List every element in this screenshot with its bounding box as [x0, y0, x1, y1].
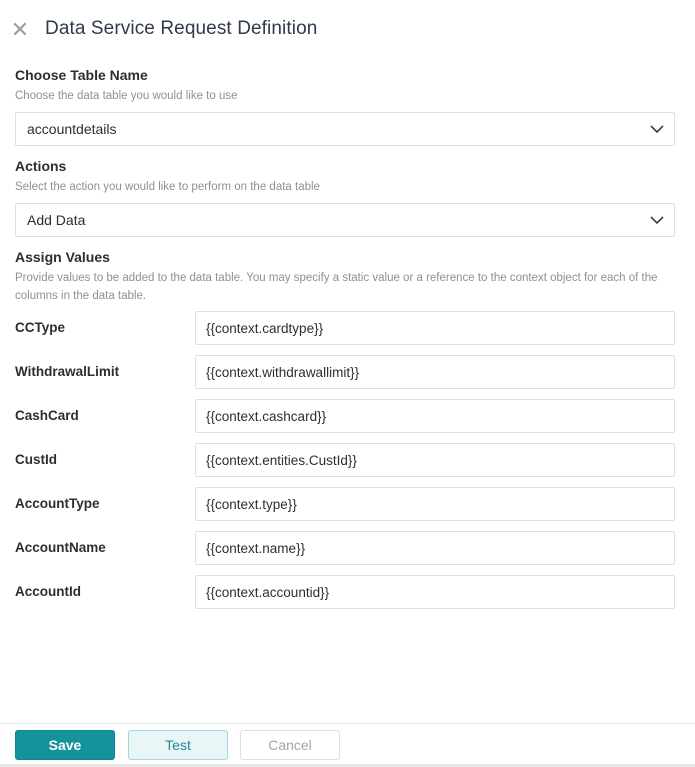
test-button[interactable]: Test [128, 730, 228, 760]
page-title: Data Service Request Definition [45, 18, 318, 39]
field-input-cctype[interactable] [195, 311, 675, 345]
field-label-custid: CustId [15, 452, 57, 467]
close-icon[interactable]: ✕ [10, 17, 30, 42]
field-label-cctype: CCType [15, 320, 66, 335]
field-label-accountname: AccountName [15, 540, 106, 555]
field-input-cashcard[interactable] [195, 399, 675, 433]
field-label-withdrawallimit: WithdrawalLimit [15, 364, 120, 379]
action-selected-value: Add Data [27, 212, 86, 228]
field-input-accounttype[interactable] [195, 487, 675, 521]
field-label-accountid: AccountId [15, 584, 81, 599]
chevron-down-icon [650, 124, 664, 134]
dialog-footer [0, 723, 695, 767]
field-label-accounttype: AccountType [15, 496, 100, 511]
field-input-withdrawallimit[interactable] [195, 355, 675, 389]
field-input-accountname[interactable] [195, 531, 675, 565]
field-label-cashcard: CashCard [15, 408, 79, 423]
assign-section-description: Provide values to be added to the data table. You may specify a static value or a reference to the context object for each of the columns in the data table. [15, 272, 658, 302]
cancel-button[interactable]: Cancel [240, 730, 340, 760]
table-name-selected-value: accountdetails [27, 121, 117, 137]
field-input-accountid[interactable] [195, 575, 675, 609]
actions-section-title: Actions [15, 158, 67, 174]
field-input-custid[interactable] [195, 443, 675, 477]
chevron-down-icon [650, 215, 664, 225]
action-select[interactable] [15, 203, 675, 237]
dialog-header [0, 0, 695, 60]
save-button[interactable]: Save [15, 730, 115, 760]
table-section-title: Choose Table Name [15, 67, 148, 83]
assign-section-title: Assign Values [15, 249, 110, 265]
table-name-select[interactable] [15, 112, 675, 146]
actions-section-description: Select the action you would like to perform on the data table [15, 181, 320, 193]
table-section-description: Choose the data table you would like to use [15, 90, 238, 102]
